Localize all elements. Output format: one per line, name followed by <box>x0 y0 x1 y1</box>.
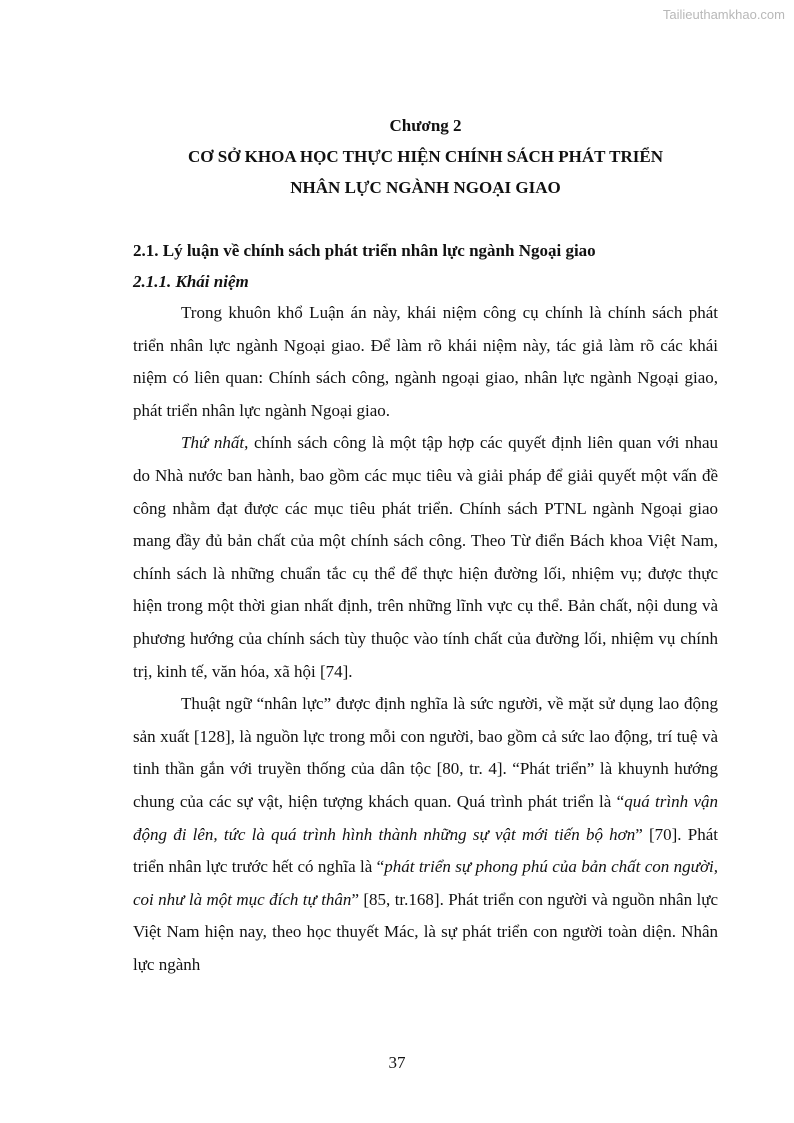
paragraph-2-lead: Thứ nhất <box>181 433 245 453</box>
page-number: 37 <box>388 1053 406 1072</box>
chapter-number: Chương 2 <box>389 116 462 135</box>
paragraph-3-part-b: ” [70]. Phát triển nhân lực trước hết có nghĩa là “ <box>133 824 718 877</box>
paragraph-3-quote-1: quá trình vận động đi lên, tức là quá trình hình thành những sự vật mới tiến bộ hơn <box>133 791 718 844</box>
chapter-title-line-1: CƠ SỞ KHOA HỌC THỰC HIỆN CHÍNH SÁCH PHÁT TRIỂN <box>188 147 663 166</box>
paragraph-3-part-c: ” [85, tr.168]. Phát triển con người và nguồn nhân lực Việt Nam hiện nay, theo học thuyết Mác, là sự phát triển con người toàn diện. Nhân lực ngành <box>133 889 718 974</box>
document-page <box>133 110 718 981</box>
paragraph-2-body: , chính sách công là một tập hợp các quyết định liên quan với nhau do Nhà nước ban hành, bao gồm các mục tiêu và giải pháp để giải quyết một vấn đề công nhằm đạt được các mục tiêu phát triển. Chính sách PTNL ngành Ngoại giao mang đầy đủ bản chất của một chính sách công. Theo Từ điển Bách khoa Việt Nam, chính sách là những chuẩn tắc cụ thể để thực hiện đường lối, nhiệm vụ; được thực hiện trong một thời gian nhất định, trên những lĩnh vực cụ thể. Bản chất, nội dung và phương hướng của chính sách tùy thuộc vào tính chất của đường lối, nhiệm vụ chính trị, kinh tế, văn hóa, xã hội [74]. <box>133 433 718 681</box>
paragraph-3-quote-2: phát triển sự phong phú của bản chất con người, coi như là một mục đích tự thân <box>133 857 718 909</box>
watermark: Tailieuthamkhao.com <box>662 7 785 22</box>
paragraph-3-part-a: Thuật ngữ “nhân lực” được định nghĩa là sức người, về mặt sử dụng lao động sản xuất [128], là nguồn lực trong mỗi con người, bao gồm cả sức lao động, trí tuệ và tinh thần gắn với truyền thống của dân tộc [80, tr. 4]. “Phát triển” là khuynh hướng chung của các sự vật, hiện tượng khách quan. Quá trình phát triển là “ <box>133 694 718 811</box>
paragraph-3 <box>133 688 718 981</box>
section-heading: 2.1. Lý luận về chính sách phát triển nhân lực ngành Ngoại giao <box>133 241 596 260</box>
paragraph-2 <box>133 427 718 688</box>
subsection-heading: 2.1.1. Khái niệm <box>133 272 249 291</box>
chapter-title-line-2: NHÂN LỰC NGÀNH NGOẠI GIAO <box>290 178 561 197</box>
paragraph-1: Trong khuôn khổ Luận án này, khái niệm công cụ chính là chính sách phát triển nhân lực ngành Ngoại giao. Để làm rõ khái niệm này, tác giả làm rõ các khái niệm có liên quan: Chính sách công, ngành ngoại giao, nhân lực ngành Ngoại giao, phát triển nhân lực ngành Ngoại giao. <box>133 303 718 420</box>
